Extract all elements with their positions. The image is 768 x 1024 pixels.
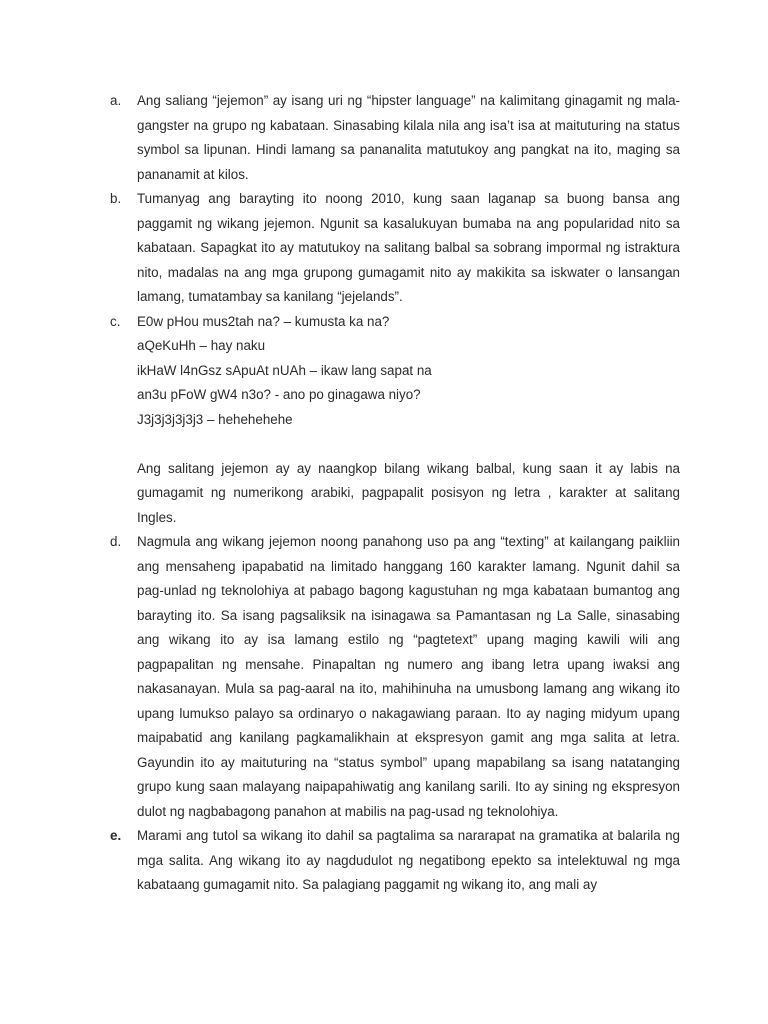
blank-line <box>110 432 680 457</box>
list-item-c <box>110 310 680 433</box>
list-marker: e. <box>110 828 122 843</box>
note-block <box>110 457 680 531</box>
paragraph-a: Ang saliang “jejemon” ay isang uri ng “hipster language” na kalimitang ginagamit ng mala-gangster na grupo ng kabataan. Sinasabing kilala nila ang isa’t isa at maituturing na status symbol sa lipunan. Hindi lamang sa pananalita matutukoy ang pangkat na ito, maging sa pananamit at kilos. <box>137 93 680 182</box>
list-marker: b. <box>110 191 122 206</box>
list-item-e <box>110 824 680 898</box>
example-line: ikHaW l4nGsz sApuAt nUAh – ikaw lang sapat na <box>137 362 432 378</box>
paragraph-e: Marami ang tutol sa wikang ito dahil sa pagtalima sa nararapat na gramatika at balarila ng mga salita. Ang wikang ito ay nagdudulot ng negatibong epekto sa intelektuwal ng mga kabataang gumagamit nito. Sa palagiang paggamit ng wikang ito, ang mali ay <box>137 828 680 892</box>
example-line: aQeKuHh – hay naku <box>137 338 266 353</box>
example-line: E0w pHou mus2tah na? – kumusta ka na? <box>137 313 390 329</box>
note-paragraph: Ang salitang jejemon ay ay naangkop bilang wikang balbal, kung saan it ay labis na gumagamit ng numerikong arabiki, pagpapalit posisyon ng letra , karakter at salitang Ingles. <box>137 460 680 525</box>
list-item-d <box>110 530 680 824</box>
paragraph-d: Nagmula ang wikang jejemon noong panahong uso pa ang “texting” at kailangang paikliin ang mensaheng ipapabatid na limitado hanggang 160 karakter lamang. Ngunit dahil sa pag-unlad ng teknolohiya at pabago bagong kagustuhan ng mga kabataan bumantog ang barayting ito. Sa isang pagsaliksik na isinagawa sa Pamantasan ng La Salle, sinasabing ang wikang ito ay isa lamang estilo ng “pagtetext” upang maging kawili wili ang pagpapalitan ng mensahe. Pinapaltan ng numero ang ibang letra upang iwaksi ang nakasanayan. Mula sa pag-aaral na ito, mahihinuha na umusbong lamang ang wikang ito upang lumukso palayo sa ordinaryo o nakagawiang paraan. Ito ay naging midyum upang maipabatid ang kanilang pagkamalikhain at ekspresyon gamit ang mga salita at letra. Gayundin ito ay maituturing na “status symbol” upang mapabilang sa isang natatanging grupo kung saan malayang naipapahiwatig ang kanilang sarili. Ito ay sining ng ekspresyon dulot ng nagbabagong panahon at mabilis na pag-usad ng teknolohiya. <box>137 534 680 819</box>
paragraph-b: Tumanyag ang barayting ito noong 2010, kung saan laganap sa buong bansa ang paggamit ng wikang jejemon. Ngunit sa kasalukuyan bumaba na ang popularidad nito sa kabataan. Sapagkat ito ay matutukoy na salitang balbal sa sobrang impormal ng istraktura nito, madalas na ang mga grupong gumagamit nito ay makikita sa iskwater o lansangan lamang, tumatambay sa kanilang “jejelands”. <box>137 191 680 304</box>
list-marker: d. <box>110 534 122 549</box>
example-line: an3u pFoW gW4 n3o? - ano po ginagawa niyo? <box>137 387 421 402</box>
example-line: J3j3j3j3j3j3 – hehehehehe <box>137 411 293 427</box>
list-item-a <box>110 89 680 187</box>
list-marker: c. <box>110 313 121 329</box>
list-marker: a. <box>110 93 122 108</box>
list-item-b <box>110 187 680 310</box>
document-list <box>110 89 680 898</box>
